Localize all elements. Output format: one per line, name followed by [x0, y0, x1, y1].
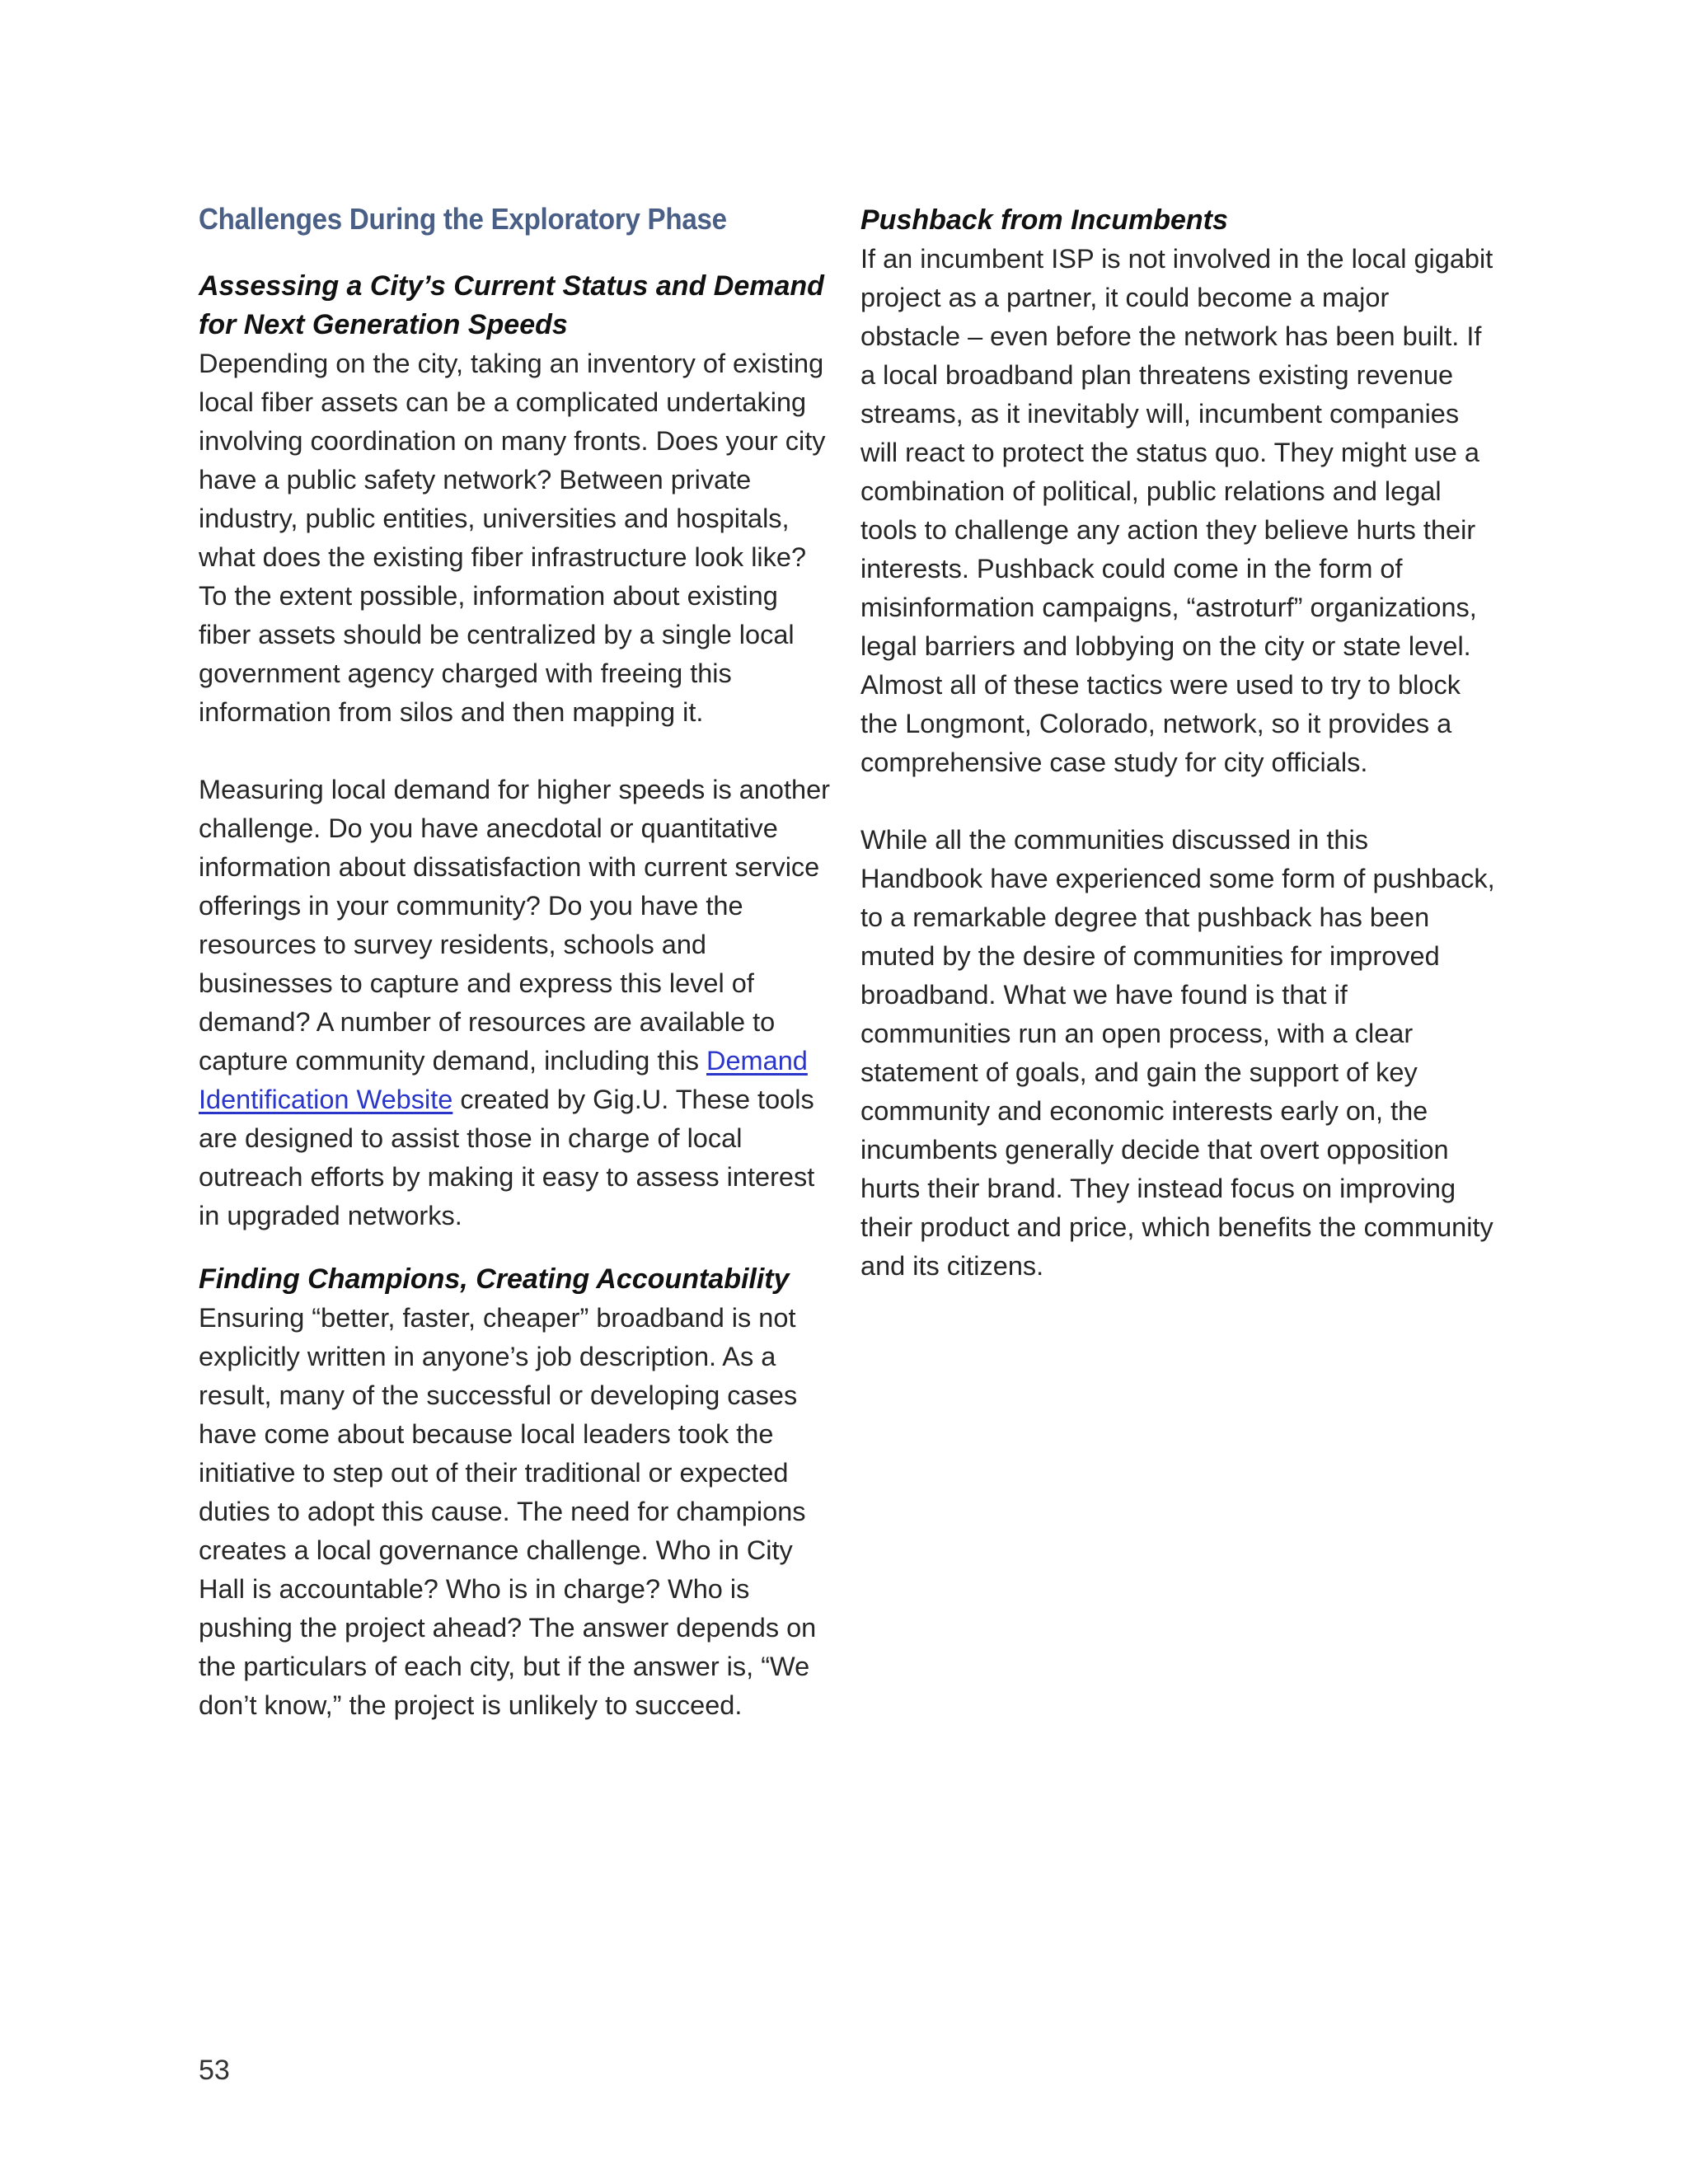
paragraph-text: Measuring local demand for higher speeds is another challenge. Do you have anecdotal or quantitative information about dissatisfaction with current service offerings in your community? Do you have the resources to survey residents, schools and businesses to capture and express this level of demand? A number of resources are available to capture community demand, including this: [199, 775, 831, 1076]
left-column: [199, 201, 833, 1725]
paragraph-champions: Ensuring “better, faster, cheaper” broadband is not explicitly written in anyone’s job description. As a result, many of the successful or developing cases have come about because local leaders took the initiative to step out of their traditional or expected duties to adopt this cause. The need for champions creates a local governance challenge. Who in City Hall is accountable? Who is in charge? Who is pushing the project ahead? The answer depends on the particulars of each city, but if the answer is, “We don’t know,” the project is unlikely to succeed.: [199, 1303, 817, 1720]
right-column: [860, 201, 1495, 1286]
subhead-pushback: Pushback from Incumbents: [860, 204, 1228, 236]
subhead-finding-champions: Finding Champions, Creating Accountability: [199, 1263, 790, 1295]
paragraph-spacer: [199, 1235, 833, 1260]
subhead-assessing-status: Assessing a City’s Current Status and Demand for Next Generation Speeds: [199, 270, 824, 340]
paragraph-spacer: [860, 782, 1495, 821]
page-number: 53: [199, 2055, 230, 2086]
section-title: Challenges During the Exploratory Phase: [199, 202, 727, 236]
paragraph-incumbent-isp: If an incumbent ISP is not involved in the local gigabit project as a partner, it could become a major obstacle – even before the network has been built. If a local broadband plan threatens existing revenue streams, as it inevitably will, incumbent companies will react to protect the status quo. They might use a combination of political, public relations and legal tools to challenge any action they believe hurts their interests. Pushback could come in the form of misinformation campaigns, “astroturf” organizations, legal barriers and lobbying on the city or state level. Almost all of these tactics were used to try to block the Longmont, Colorado, network, so it provides a comprehensive case study for city officials.: [860, 244, 1493, 777]
demand-identification-link[interactable]: Demand Identification Website: [199, 1046, 808, 1114]
paragraph-text: created by Gig.U. These tools are designed to assist those in charge of local outreach efforts by making it easy to assess interest in upgraded networks.: [199, 1085, 815, 1230]
paragraph-measuring-demand: [199, 771, 833, 1235]
paragraph-spacer: [199, 732, 833, 771]
paragraph-communities-pushback: While all the communities discussed in this Handbook have experienced some form of pushback, to a remarkable degree that pushback has been muted by the desire of communities for improved broadband. What we have found is that if communities run an open process, with a clear statement of goals, and gain the support of key community and economic interests early on, the incumbents generally decide that overt opposition hurts their brand. They instead focus on improving their product and price, which benefits the community and its citizens.: [860, 825, 1495, 1281]
paragraph-fiber-inventory: Depending on the city, taking an inventory of existing local fiber assets can be a complicated undertaking involving coordination on many fronts. Does your city have a public safety network? Between private industry, public entities, universities and hospitals, what does the existing fiber infrastructure look like? To the extent possible, information about existing fiber assets should be centralized by a single local government agency charged with freeing this information from silos and then mapping it.: [199, 349, 826, 727]
